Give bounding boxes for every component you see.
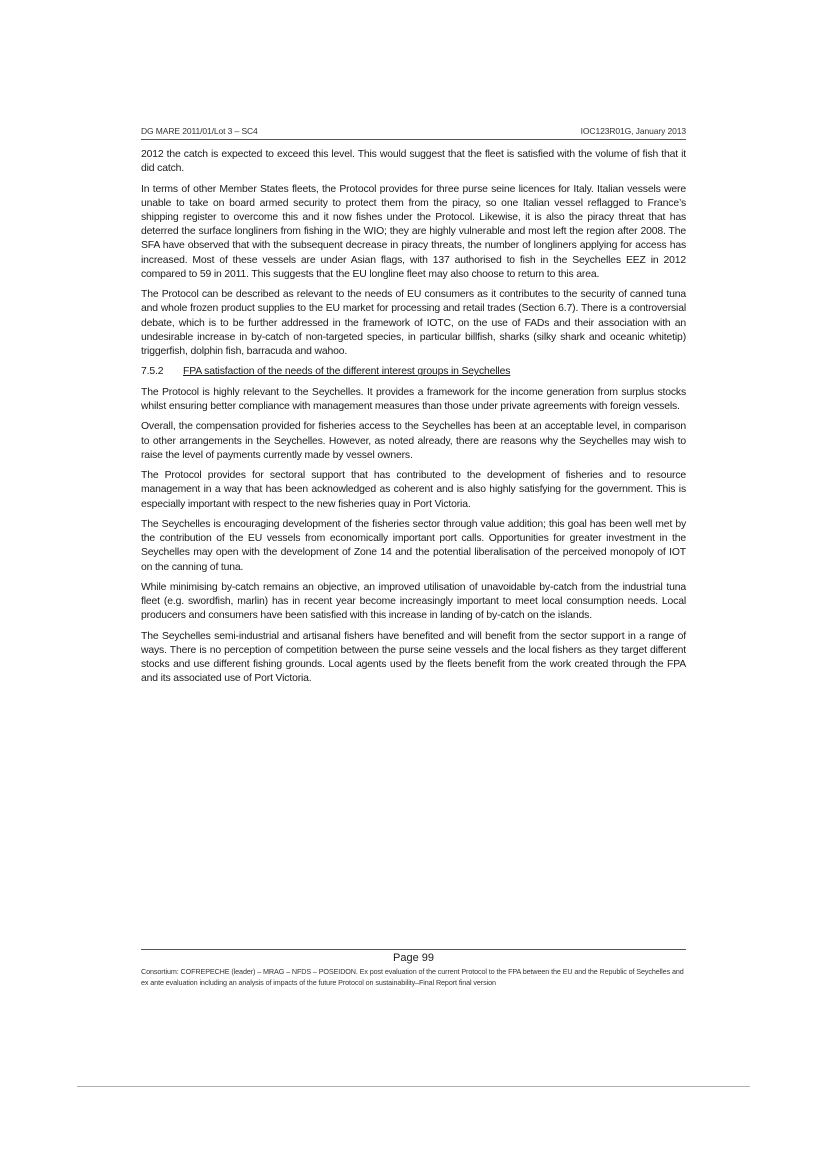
page-number: Page 99 — [393, 952, 434, 964]
paragraph: The Protocol provides for sectoral support that has contributed to the development of fisheries and to resource management in a way that has been acknowledged as coherent and is also highly satisfying for the government. This is especially important with respect to the new fisheries quay in Port Victoria. — [141, 470, 686, 510]
paragraph: While minimising by-catch remains an objective, an improved utilisation of unavoidable by-catch from the industrial tuna fleet (e.g. swordfish, marlin) has in recent year become increasingly important to meet local consumption needs. Local producers and consumers have been satisfied with this increase in landing of by-catch on the islands. — [141, 581, 686, 622]
footer-consortium-note: Consortium: COFREPECHE (leader) – MRAG – NFDS – POSEIDON. Ex post evaluation of the current Protocol to the FPA between the EU and the Republic of Seychelles and ex ante evaluation including an analysis of impacts of the future Protocol on sustainability–Final Report final version — [141, 967, 684, 987]
page-header — [141, 126, 686, 136]
paragraph: The Seychelles semi-industrial and artisanal fishers have benefited and will benefit from the sector support in a range of ways. There is no perception of competition between the purse seine vessels and the local fishers as they target different stocks and use different fishing grounds. Local agents used by the fleets benefit from the work created through the FPA and its associated use of Port Victoria. — [141, 630, 686, 685]
paragraph: The Seychelles is encouraging development of the fisheries sector through value addition; this goal has been well met by the contribution of the EU vessels from economically important port calls. Opportunities for greater investment in the Seychelles may open with the development of Zone 14 and the potential liberalisation of the perceived monopoly of IOT on the canning of tuna. — [141, 518, 686, 573]
header-left-reference: DG MARE 2011/01/Lot 3 – SC4 — [141, 126, 258, 136]
paragraph: The Protocol can be described as relevant to the needs of EU consumers as it contributes to the security of canned tuna and whole frozen product supplies to the EU market for processing and retail trades (Section 6.7). There is a controversial debate, which is to be further addressed in the framework of IOTC, on the use of FADs and their association with an undesirable increase in by-catch of non-targeted species, in particular billfish, sharks (silky shark and oceanic whitetip) triggerfish, dolphin fish, barracuda and wahoo. — [141, 289, 686, 358]
header-right-reference: IOC123R01G, January 2013 — [580, 126, 686, 136]
section-number: 7.5.2 — [141, 366, 164, 378]
header-divider — [141, 139, 686, 140]
footer-divider — [141, 949, 686, 950]
paragraph: 2012 the catch is expected to exceed this level. This would suggest that the fleet is satisfied with the volume of fish that it did catch. — [141, 149, 686, 175]
page-bottom-divider — [77, 1086, 750, 1087]
paragraph: The Protocol is highly relevant to the Seychelles. It provides a framework for the income generation from surplus stocks whilst ensuring better compliance with management measures than those under private agreements with foreign vessels. — [141, 386, 686, 412]
section-heading — [141, 365, 686, 379]
document-body — [141, 148, 686, 693]
section-title: FPA satisfaction of the needs of the different interest groups in Seychelles — [183, 366, 511, 378]
paragraph: Overall, the compensation provided for fisheries access to the Seychelles has been at an acceptable level, in comparison to other arrangements in the Seychelles. However, as noted already, there are reasons why the Seychelles may wish to raise the level of payments currently made by vessel owners. — [141, 421, 686, 461]
paragraph: In terms of other Member States fleets, the Protocol provides for three purse seine licences for Italy. Italian vessels were unable to take on board armed security to protect them from the piracy, so one Italian vessel reflagged to France’s shipping register to overcome this and it now fishes under the Protocol. Likewise, it is also the piracy threat that has deterred the surface longliners from fishing in the WIO; they are highly vulnerable and most left the region after 2008. The SFA have observed that with the subsequent decrease in piracy threats, the number of longliners applying for access has increased. Most of these vessels are under Asian flags, with 137 authorised to fish in the Seychelles EEZ in 2012 compared to 59 in 2011. This suggests that the EU longline fleet may also choose to return to this area. — [141, 183, 686, 280]
